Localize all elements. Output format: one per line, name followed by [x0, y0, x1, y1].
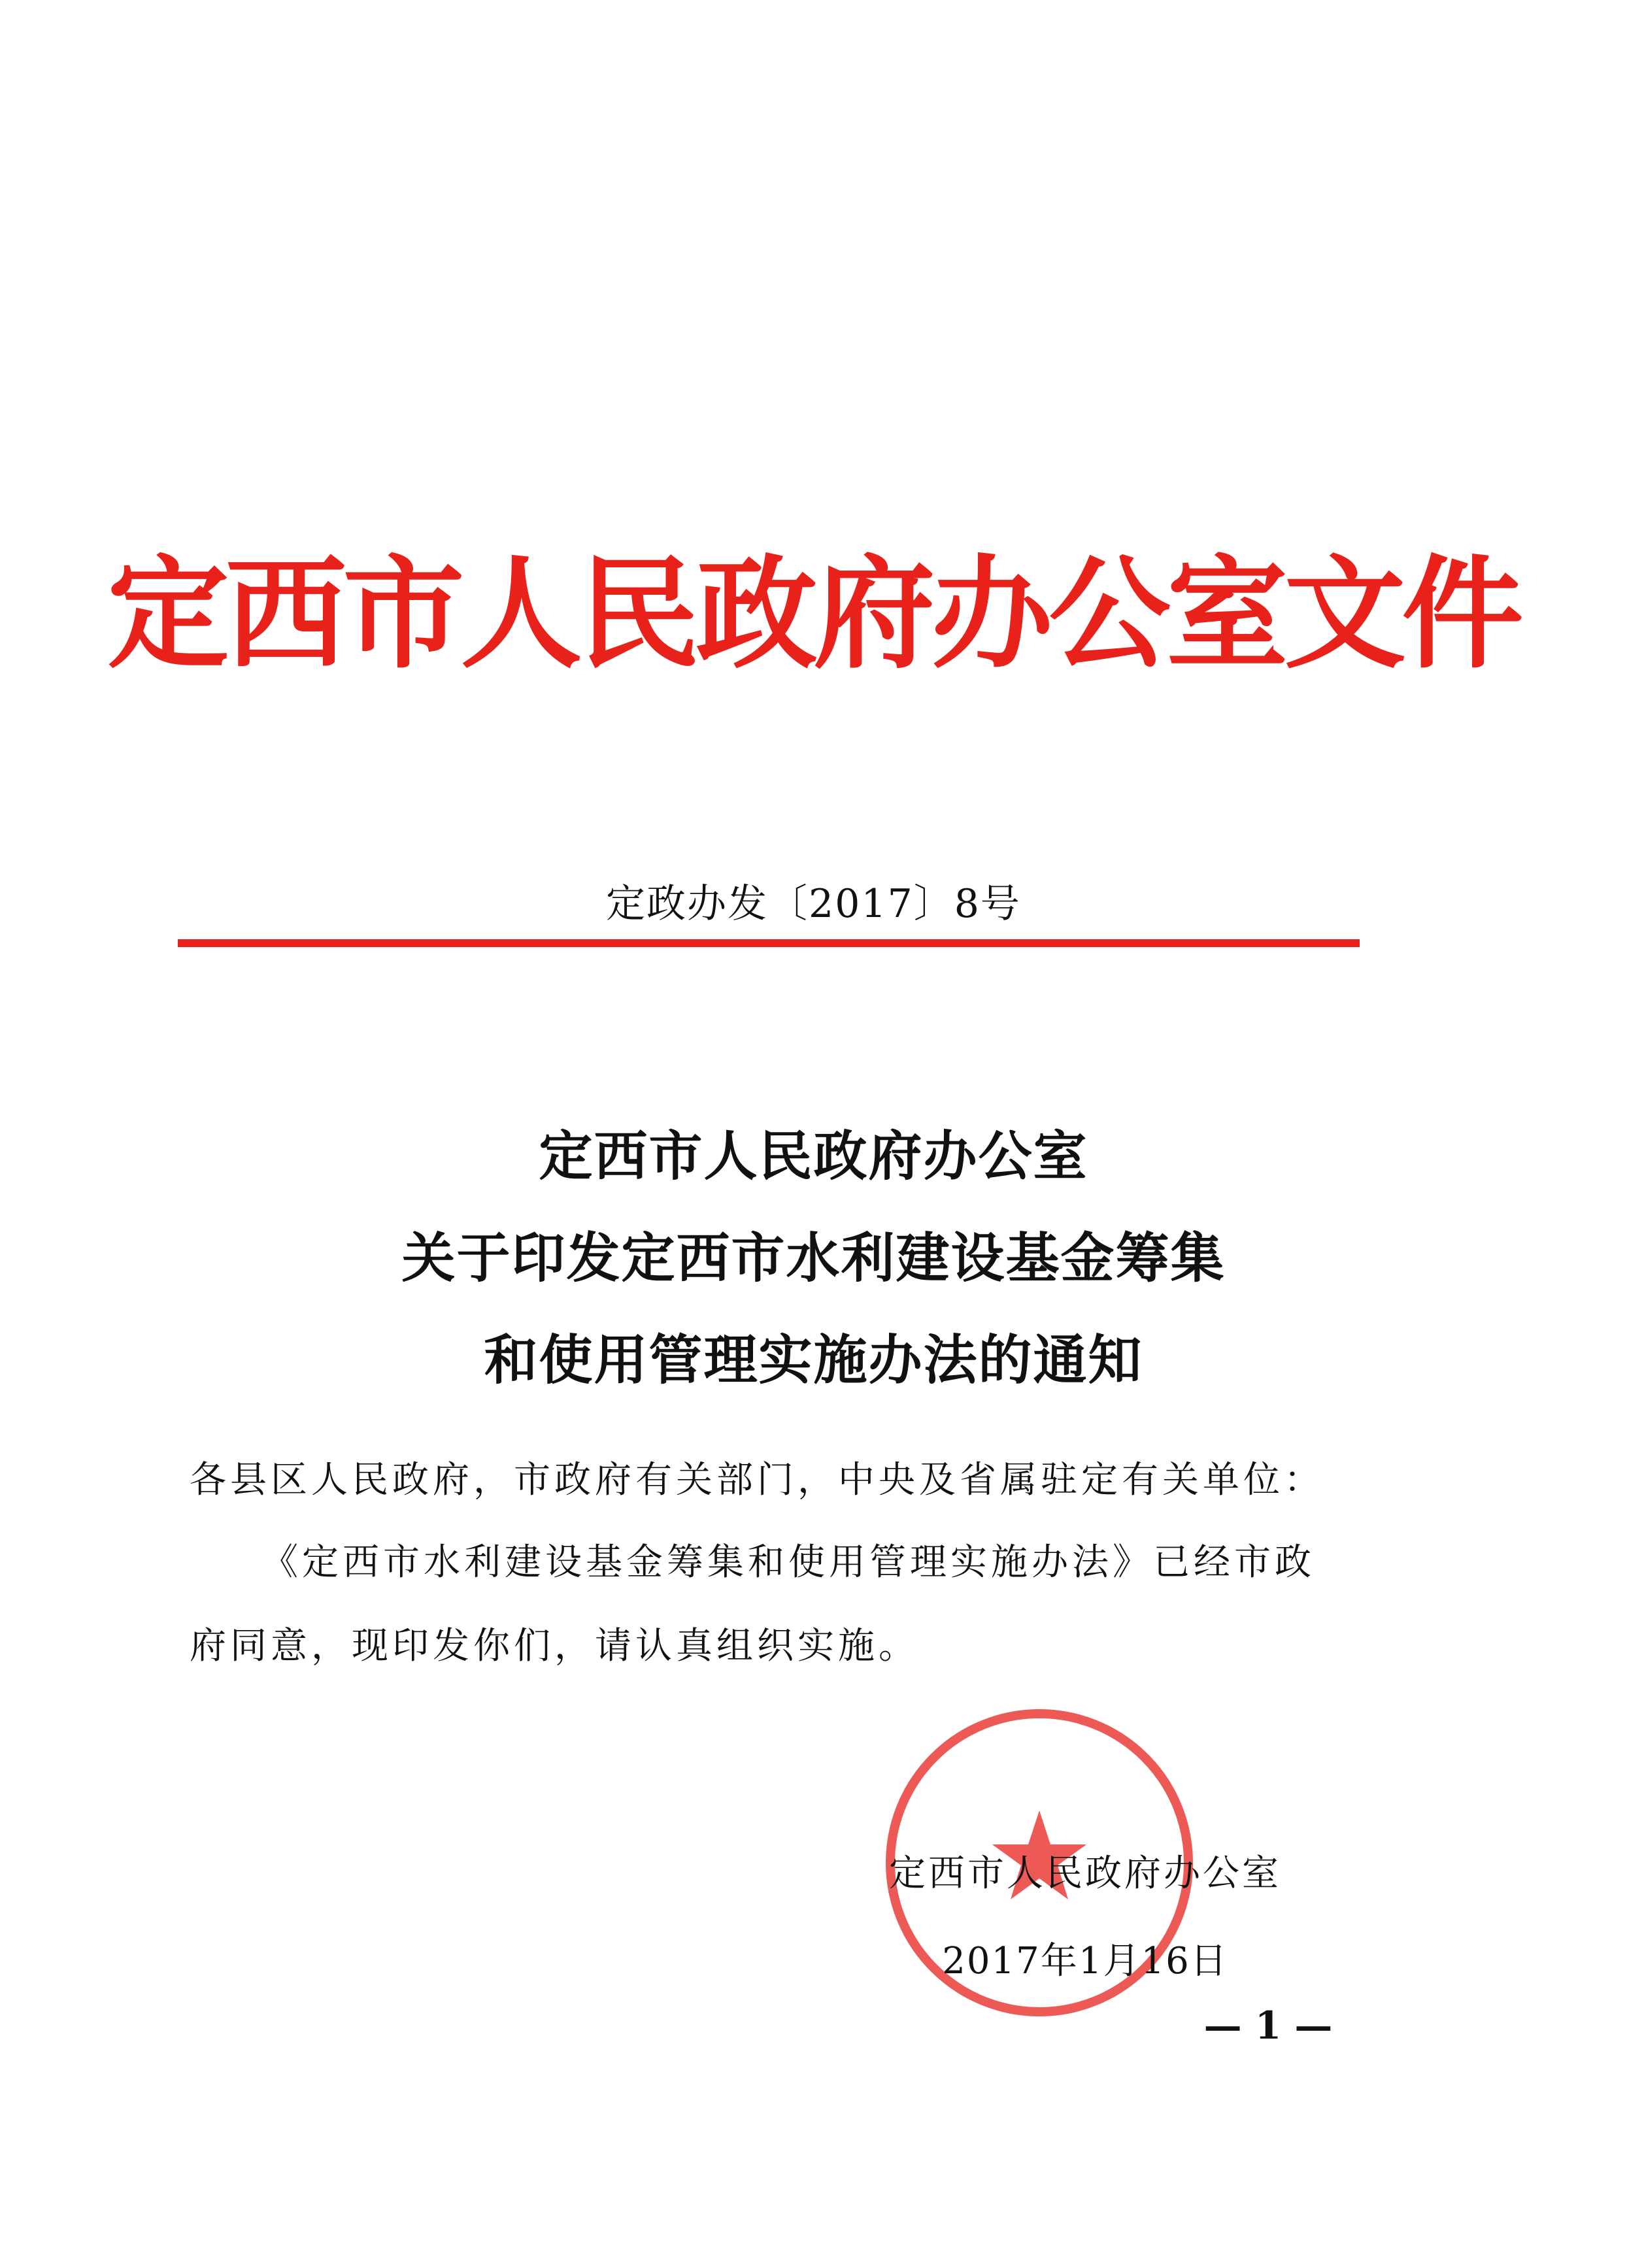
document-number: 定政办发〔2017〕8号 — [606, 881, 1021, 927]
title-line-2: 关于印发定西市水利建设基金筹集 — [401, 1227, 1226, 1290]
page-number: — 1 — — [1203, 2003, 1333, 2048]
signer-name: 定西市人民政府办公室 — [889, 1852, 1281, 1895]
title-line-3: 和使用管理实施办法的通知 — [484, 1329, 1143, 1392]
body-paragraph-line-1: 《定西市水利建设基金筹集和使用管理实施办法》已经市政 — [261, 1541, 1315, 1584]
document-masthead: 定西市人民政府办公室文件 — [107, 543, 1520, 685]
body-paragraph-line-2: 府同意，现印发你们，请认真组织实施。 — [190, 1625, 919, 1667]
red-divider-line — [178, 939, 1360, 947]
issue-date: 2017年1月16日 — [942, 1940, 1228, 1982]
title-line-1: 定西市人民政府办公室 — [539, 1126, 1088, 1188]
addressee-line: 各县区人民政府，市政府有关部门，中央及省属驻定有关单位： — [190, 1459, 1324, 1501]
